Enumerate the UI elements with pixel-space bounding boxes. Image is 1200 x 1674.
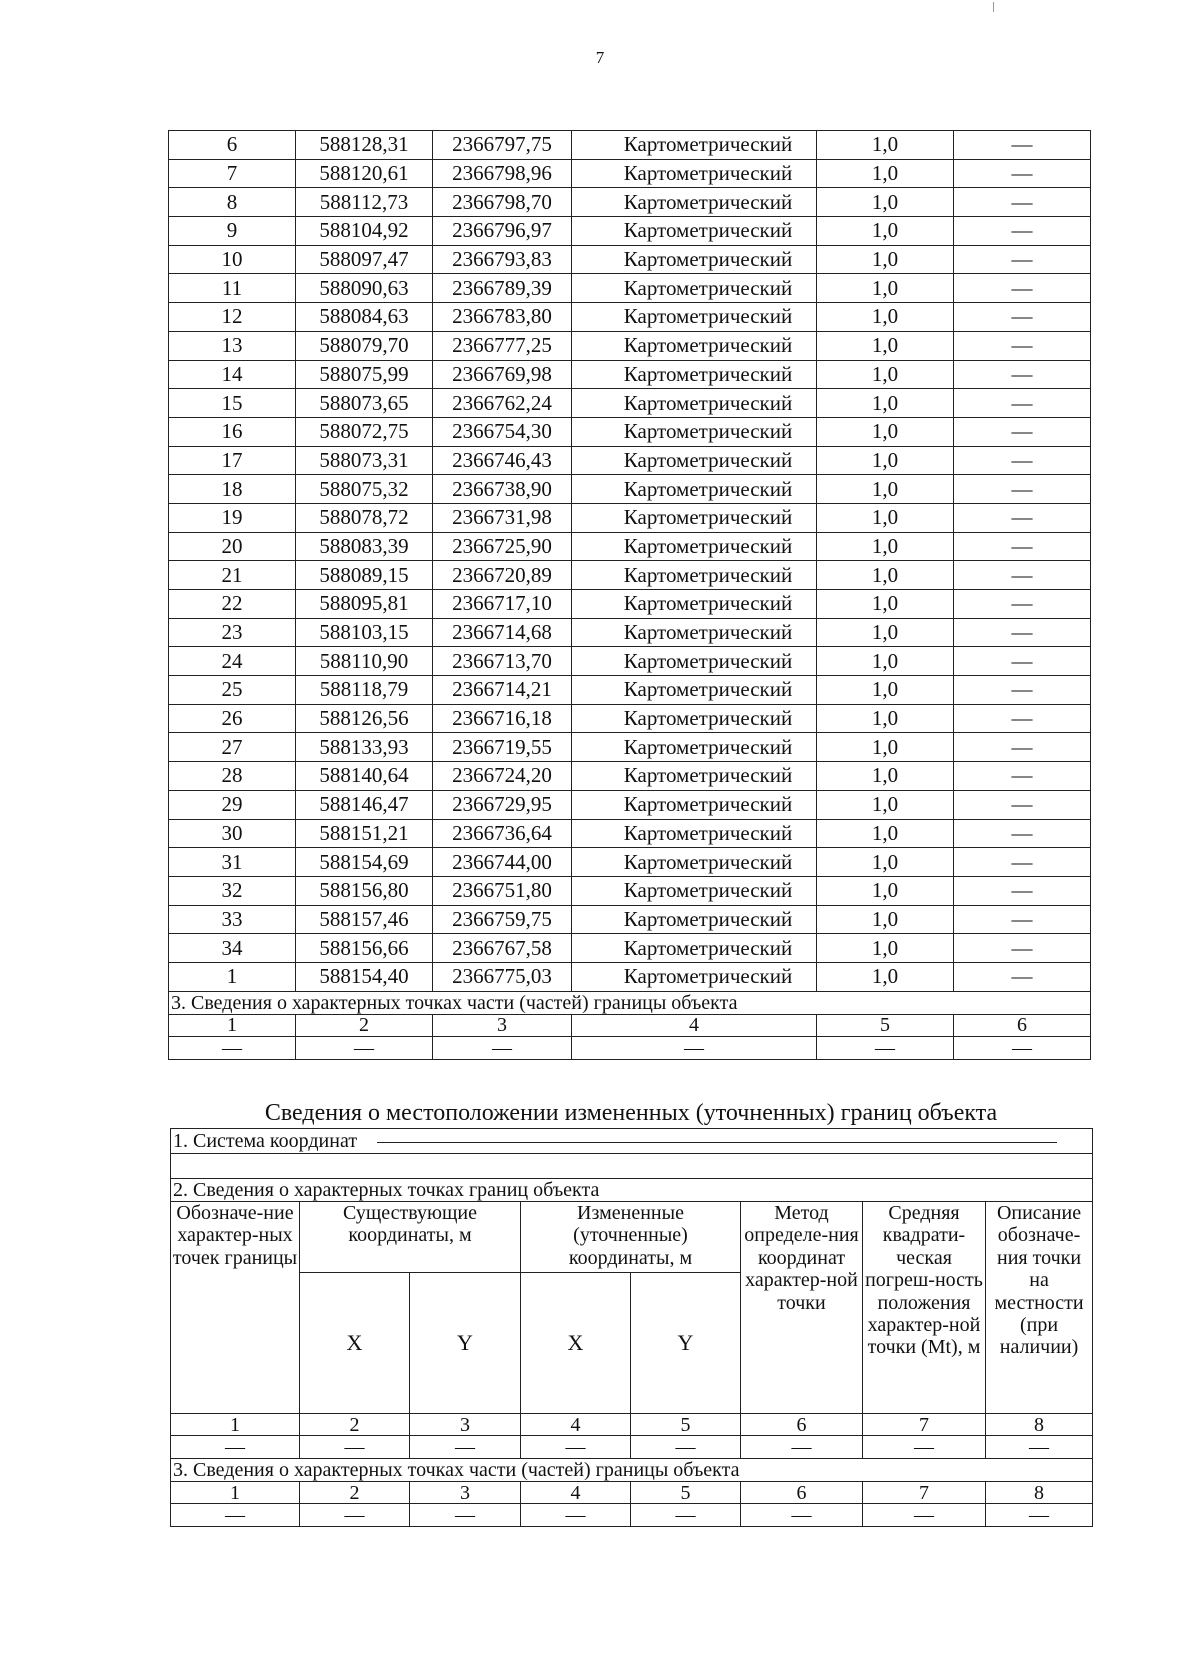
description: — <box>954 389 1091 418</box>
empty-cell: — <box>169 1036 296 1059</box>
point-number: 12 <box>169 303 296 332</box>
point-number: 1 <box>169 962 296 991</box>
col-number: 4 <box>521 1414 631 1436</box>
table-row <box>169 561 1091 590</box>
blank-row <box>171 1154 1093 1179</box>
col-number: 8 <box>986 1482 1093 1504</box>
point-number: 14 <box>169 360 296 389</box>
section3-title: 3. Сведения о характерных точках части (частей) границы объекта <box>169 991 1091 1014</box>
point-number: 25 <box>169 676 296 705</box>
coord-x: 588154,40 <box>296 962 433 991</box>
table-row <box>169 446 1091 475</box>
table-row <box>169 876 1091 905</box>
description: — <box>954 331 1091 360</box>
col-number: 5 <box>817 1014 954 1036</box>
point-number: 31 <box>169 848 296 877</box>
table-row <box>169 848 1091 877</box>
coord-x: 588073,65 <box>296 389 433 418</box>
coordinate-system-line <box>377 1141 1057 1143</box>
mean-error: 1,0 <box>817 274 954 303</box>
coord-y: 2366746,43 <box>433 446 572 475</box>
point-number: 17 <box>169 446 296 475</box>
table-row <box>169 475 1091 504</box>
coord-x: 588112,73 <box>296 188 433 217</box>
col-number: 1 <box>171 1414 300 1436</box>
table-row <box>169 733 1091 762</box>
point-number: 32 <box>169 876 296 905</box>
section3-row <box>171 1459 1093 1482</box>
coord-y: 2366716,18 <box>433 704 572 733</box>
coord-x: 588078,72 <box>296 503 433 532</box>
description: — <box>954 274 1091 303</box>
point-number: 24 <box>169 647 296 676</box>
description: — <box>954 762 1091 791</box>
coord-x: 588095,81 <box>296 590 433 619</box>
point-number: 20 <box>169 532 296 561</box>
table-row <box>169 389 1091 418</box>
table-row <box>169 360 1091 389</box>
coord-y: 2366793,83 <box>433 245 572 274</box>
col-number: 1 <box>169 1014 296 1036</box>
coord-x: 588075,32 <box>296 475 433 504</box>
col-number: 7 <box>863 1482 986 1504</box>
col-number: 1 <box>171 1482 300 1504</box>
header-mean-error: Средняя квадрати-ческая погреш-ность положения характер-ной точки (Mt), м <box>863 1202 986 1414</box>
coord-y: 2366724,20 <box>433 762 572 791</box>
method: Картометрический <box>572 360 817 389</box>
coord-y: 2366731,98 <box>433 503 572 532</box>
description: — <box>954 962 1091 991</box>
coord-x: 588083,39 <box>296 532 433 561</box>
method: Картометрический <box>572 876 817 905</box>
method: Картометрический <box>572 934 817 963</box>
method: Картометрический <box>572 274 817 303</box>
table-row <box>169 704 1091 733</box>
method: Картометрический <box>572 331 817 360</box>
col-number: 6 <box>741 1482 863 1504</box>
col-number: 7 <box>863 1414 986 1436</box>
coord-y: 2366798,96 <box>433 159 572 188</box>
coord-y: 2366775,03 <box>433 962 572 991</box>
description: — <box>954 159 1091 188</box>
method: Картометрический <box>572 618 817 647</box>
description: — <box>954 590 1091 619</box>
empty-cell: — <box>521 1436 631 1459</box>
description: — <box>954 876 1091 905</box>
table-row <box>169 676 1091 705</box>
method: Картометрический <box>572 647 817 676</box>
coord-y: 2366767,58 <box>433 934 572 963</box>
mean-error: 1,0 <box>817 704 954 733</box>
col-number: 5 <box>631 1414 741 1436</box>
empty-cell: — <box>433 1036 572 1059</box>
method: Картометрический <box>572 819 817 848</box>
method: Картометрический <box>572 217 817 246</box>
table-row <box>169 417 1091 446</box>
point-number: 7 <box>169 159 296 188</box>
coord-x: 588156,80 <box>296 876 433 905</box>
coord-x: 588090,63 <box>296 274 433 303</box>
description: — <box>954 131 1091 160</box>
description: — <box>954 245 1091 274</box>
description: — <box>954 647 1091 676</box>
col-number: 3 <box>410 1482 521 1504</box>
table-row <box>169 934 1091 963</box>
table-row <box>169 245 1091 274</box>
empty-cell: — <box>631 1436 741 1459</box>
scan-mark <box>993 2 994 12</box>
point-number: 34 <box>169 934 296 963</box>
method: Картометрический <box>572 475 817 504</box>
section2-title: 2. Сведения о характерных точках границ объекта <box>171 1179 1093 1202</box>
point-number: 26 <box>169 704 296 733</box>
description: — <box>954 618 1091 647</box>
point-number: 33 <box>169 905 296 934</box>
blank-cell <box>171 1154 1093 1179</box>
method: Картометрический <box>572 790 817 819</box>
table-row <box>169 131 1091 160</box>
description: — <box>954 217 1091 246</box>
coord-x: 588089,15 <box>296 561 433 590</box>
method: Картометрический <box>572 417 817 446</box>
coord-x: 588120,61 <box>296 159 433 188</box>
mean-error: 1,0 <box>817 446 954 475</box>
col-number: 2 <box>296 1014 433 1036</box>
description: — <box>954 503 1091 532</box>
empty-cell: — <box>296 1036 433 1059</box>
point-number: 16 <box>169 417 296 446</box>
coord-x: 588103,15 <box>296 618 433 647</box>
mean-error: 1,0 <box>817 303 954 332</box>
method: Картометрический <box>572 131 817 160</box>
header-method: Метод определе-ния координат характер-ной точки <box>741 1202 863 1414</box>
mean-error: 1,0 <box>817 159 954 188</box>
section3-dashes-row <box>169 1036 1091 1059</box>
table-row <box>169 159 1091 188</box>
coord-x: 588157,46 <box>296 905 433 934</box>
table-row <box>169 790 1091 819</box>
section3-dashes-row <box>171 1504 1093 1527</box>
mean-error: 1,0 <box>817 790 954 819</box>
method: Картометрический <box>572 762 817 791</box>
method: Картометрический <box>572 905 817 934</box>
coord-y: 2366719,55 <box>433 733 572 762</box>
mean-error: 1,0 <box>817 590 954 619</box>
empty-cell: — <box>521 1504 631 1527</box>
mean-error: 1,0 <box>817 618 954 647</box>
empty-cell: — <box>410 1504 521 1527</box>
coord-y: 2366729,95 <box>433 790 572 819</box>
changed-boundaries-table <box>170 1128 1093 1527</box>
coord-y: 2366744,00 <box>433 848 572 877</box>
table-row <box>169 331 1091 360</box>
coord-x: 588084,63 <box>296 303 433 332</box>
point-number: 29 <box>169 790 296 819</box>
method: Картометрический <box>572 962 817 991</box>
table-row <box>169 503 1091 532</box>
empty-cell: — <box>171 1504 300 1527</box>
point-number: 19 <box>169 503 296 532</box>
section2-row <box>171 1179 1093 1202</box>
description: — <box>954 848 1091 877</box>
coord-y: 2366797,75 <box>433 131 572 160</box>
empty-cell: — <box>171 1436 300 1459</box>
header-y-changed: Y <box>631 1273 741 1414</box>
header-row <box>171 1202 1093 1273</box>
point-number: 22 <box>169 590 296 619</box>
coord-x: 588072,75 <box>296 417 433 446</box>
coord-x: 588118,79 <box>296 676 433 705</box>
point-number: 13 <box>169 331 296 360</box>
point-number: 6 <box>169 131 296 160</box>
mean-error: 1,0 <box>817 131 954 160</box>
point-number: 11 <box>169 274 296 303</box>
col-number: 8 <box>986 1414 1093 1436</box>
section-title: Сведения о местоположении измененных (уточненных) границ объекта <box>264 1100 998 1126</box>
mean-error: 1,0 <box>817 561 954 590</box>
mean-error: 1,0 <box>817 417 954 446</box>
point-number: 21 <box>169 561 296 590</box>
coord-x: 588133,93 <box>296 733 433 762</box>
coord-y: 2366714,21 <box>433 676 572 705</box>
coord-x: 588110,90 <box>296 647 433 676</box>
description: — <box>954 704 1091 733</box>
description: — <box>954 188 1091 217</box>
coord-x: 588079,70 <box>296 331 433 360</box>
mean-error: 1,0 <box>817 819 954 848</box>
empty-cell: — <box>954 1036 1091 1059</box>
coord-x: 588128,31 <box>296 131 433 160</box>
description: — <box>954 417 1091 446</box>
description: — <box>954 733 1091 762</box>
empty-cell: — <box>410 1436 521 1459</box>
description: — <box>954 360 1091 389</box>
coordinates-table <box>168 130 1091 1060</box>
mean-error: 1,0 <box>817 934 954 963</box>
coord-y: 2366754,30 <box>433 417 572 446</box>
method: Картометрический <box>572 446 817 475</box>
coord-y: 2366736,64 <box>433 819 572 848</box>
method: Картометрический <box>572 303 817 332</box>
coord-y: 2366725,90 <box>433 532 572 561</box>
empty-cell: — <box>863 1436 986 1459</box>
header-y-existing: Y <box>410 1273 521 1414</box>
description: — <box>954 446 1091 475</box>
header-point-designation: Обозначе-ние характер-ных точек границы <box>171 1202 300 1414</box>
method: Картометрический <box>572 532 817 561</box>
col-number: 3 <box>410 1414 521 1436</box>
description: — <box>954 303 1091 332</box>
point-number: 28 <box>169 762 296 791</box>
mean-error: 1,0 <box>817 360 954 389</box>
coord-y: 2366796,97 <box>433 217 572 246</box>
section3-numbers-row <box>169 1014 1091 1036</box>
method: Картометрический <box>572 159 817 188</box>
coord-y: 2366769,98 <box>433 360 572 389</box>
col-number: 3 <box>433 1014 572 1036</box>
coord-y: 2366762,24 <box>433 389 572 418</box>
section3-title: 3. Сведения о характерных точках части (частей) границы объекта <box>171 1459 1093 1482</box>
col-number: 6 <box>741 1414 863 1436</box>
empty-cell: — <box>741 1504 863 1527</box>
coord-y: 2366759,75 <box>433 905 572 934</box>
table-row <box>169 762 1091 791</box>
coord-x: 588151,21 <box>296 819 433 848</box>
empty-cell: — <box>986 1436 1093 1459</box>
mean-error: 1,0 <box>817 733 954 762</box>
description: — <box>954 676 1091 705</box>
header-x-existing: X <box>300 1273 410 1414</box>
col-number: 6 <box>954 1014 1091 1036</box>
header-description: Описание обозначе-ния точки на местности (при наличии) <box>986 1202 1093 1414</box>
table-row <box>169 618 1091 647</box>
description: — <box>954 561 1091 590</box>
coord-x: 588154,69 <box>296 848 433 877</box>
description: — <box>954 475 1091 504</box>
mean-error: 1,0 <box>817 475 954 504</box>
coord-x: 588073,31 <box>296 446 433 475</box>
section3-numbers-row <box>171 1482 1093 1504</box>
mean-error: 1,0 <box>817 188 954 217</box>
mean-error: 1,0 <box>817 962 954 991</box>
table-row <box>169 217 1091 246</box>
method: Картометрический <box>572 188 817 217</box>
empty-cell: — <box>572 1036 817 1059</box>
mean-error: 1,0 <box>817 676 954 705</box>
method: Картометрический <box>572 245 817 274</box>
point-number: 27 <box>169 733 296 762</box>
mean-error: 1,0 <box>817 217 954 246</box>
coord-y: 2366738,90 <box>433 475 572 504</box>
method: Картометрический <box>572 733 817 762</box>
coord-x: 588097,47 <box>296 245 433 274</box>
table-row <box>169 962 1091 991</box>
table-row <box>169 274 1091 303</box>
method: Картометрический <box>572 561 817 590</box>
coord-y: 2366777,25 <box>433 331 572 360</box>
description: — <box>954 819 1091 848</box>
mean-error: 1,0 <box>817 647 954 676</box>
mean-error: 1,0 <box>817 389 954 418</box>
mean-error: 1,0 <box>817 245 954 274</box>
description: — <box>954 905 1091 934</box>
section3-row <box>169 991 1091 1014</box>
mean-error: 1,0 <box>817 503 954 532</box>
col-number: 4 <box>572 1014 817 1036</box>
header-existing-coords: Существующие координаты, м <box>300 1202 521 1273</box>
col-number: 2 <box>300 1482 410 1504</box>
description: — <box>954 532 1091 561</box>
coord-y: 2366720,89 <box>433 561 572 590</box>
table-row <box>169 819 1091 848</box>
table-row <box>169 532 1091 561</box>
point-number: 15 <box>169 389 296 418</box>
method: Картометрический <box>572 676 817 705</box>
coord-y: 2366789,39 <box>433 274 572 303</box>
table-row <box>169 188 1091 217</box>
coord-x: 588075,99 <box>296 360 433 389</box>
point-number: 30 <box>169 819 296 848</box>
empty-cell: — <box>631 1504 741 1527</box>
mean-error: 1,0 <box>817 876 954 905</box>
dashes-row <box>171 1436 1093 1459</box>
col-number: 4 <box>521 1482 631 1504</box>
point-number: 8 <box>169 188 296 217</box>
header-changed-coords: Измененные (уточненные) координаты, м <box>521 1202 741 1273</box>
point-number: 23 <box>169 618 296 647</box>
col-number: 5 <box>631 1482 741 1504</box>
description: — <box>954 790 1091 819</box>
coord-x: 588156,66 <box>296 934 433 963</box>
mean-error: 1,0 <box>817 848 954 877</box>
empty-cell: — <box>863 1504 986 1527</box>
empty-cell: — <box>300 1504 410 1527</box>
coord-x: 588126,56 <box>296 704 433 733</box>
mean-error: 1,0 <box>817 762 954 791</box>
mean-error: 1,0 <box>817 532 954 561</box>
coord-y: 2366751,80 <box>433 876 572 905</box>
coord-x: 588146,47 <box>296 790 433 819</box>
coordinates-table-body <box>169 131 1091 992</box>
method: Картометрический <box>572 503 817 532</box>
point-number: 9 <box>169 217 296 246</box>
col-number: 2 <box>300 1414 410 1436</box>
method: Картометрический <box>572 590 817 619</box>
table-row <box>169 647 1091 676</box>
column-numbers-row <box>171 1414 1093 1436</box>
table-row <box>169 303 1091 332</box>
coord-y: 2366714,68 <box>433 618 572 647</box>
coord-y: 2366717,10 <box>433 590 572 619</box>
empty-cell: — <box>817 1036 954 1059</box>
method: Картометрический <box>572 848 817 877</box>
empty-cell: — <box>986 1504 1093 1527</box>
coordinate-system-label: 1. Система координат <box>173 1130 358 1152</box>
method: Картометрический <box>572 704 817 733</box>
point-number: 10 <box>169 245 296 274</box>
coord-x: 588140,64 <box>296 762 433 791</box>
method: Картометрический <box>572 389 817 418</box>
mean-error: 1,0 <box>817 905 954 934</box>
empty-cell: — <box>300 1436 410 1459</box>
coord-y: 2366783,80 <box>433 303 572 332</box>
mean-error: 1,0 <box>817 331 954 360</box>
coord-x: 588104,92 <box>296 217 433 246</box>
page-number: 7 <box>595 48 605 67</box>
coordinate-system-row <box>171 1129 1093 1154</box>
empty-cell: — <box>741 1436 863 1459</box>
table-row <box>169 905 1091 934</box>
header-x-changed: X <box>521 1273 631 1414</box>
coord-y: 2366713,70 <box>433 647 572 676</box>
description: — <box>954 934 1091 963</box>
point-number: 18 <box>169 475 296 504</box>
coord-y: 2366798,70 <box>433 188 572 217</box>
table-row <box>169 590 1091 619</box>
